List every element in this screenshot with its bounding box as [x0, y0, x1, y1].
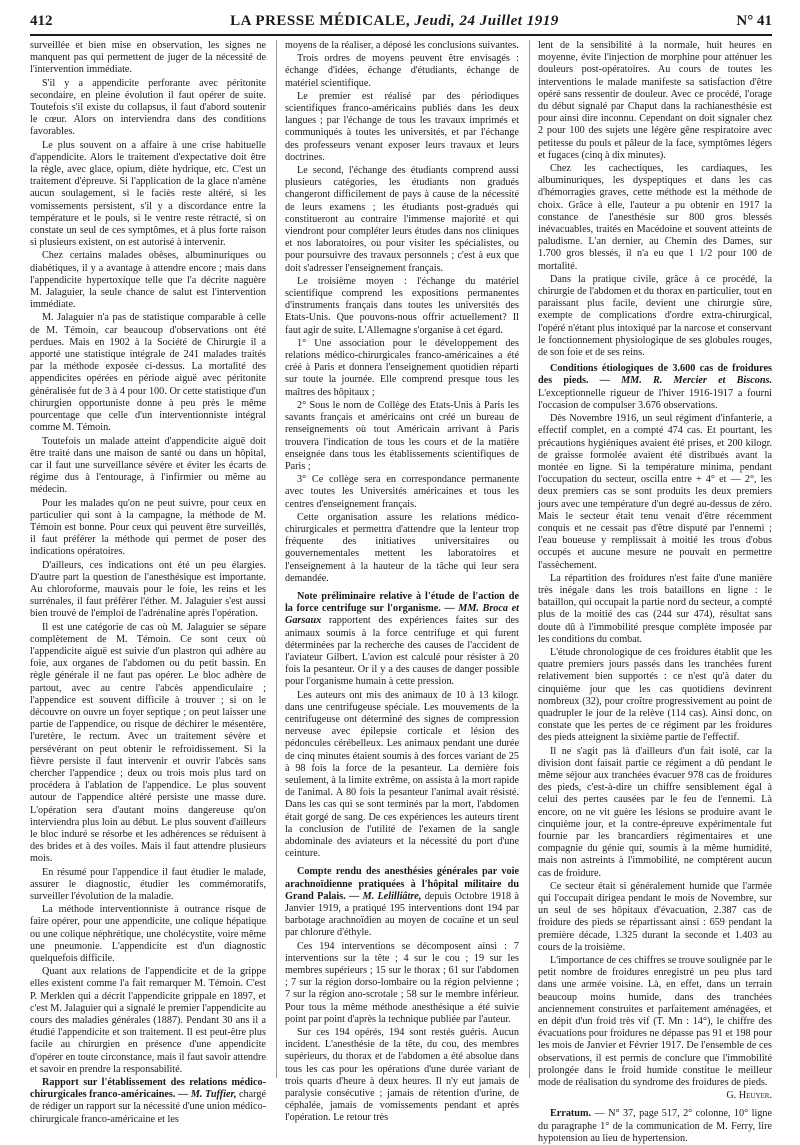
- section-title: Conditions étiologiques de 3.600 cas de froidures des pieds.: [537, 363, 772, 387]
- paragraph: Les auteurs ont mis des animaux de 10 à 13 kilogr. dans une centrifugeuse spéciale. Les mouvements de la centrifugeuse ont déterminé des signes de compression nerveuse avec épilepsie corticale et lésion des pédoncules cérébelleux. Les animaux pendant une durée de cinq minutes étaient soumis à des forces variant de 25 à 98 fois la force de la pesanteur. La dernière fois seulement, à la limite extrême, on assista à la mort rapide de l'animal. A 80 fois la pesanteur l'animal avait résisté. Dans les cas qui se sont terminés par la mort, l'abdomen était gorgé de sang. De ces expériences les auteurs tirent la conclusion de l'utilité de l'examen de la sangle abdominale des aviateurs et la nécessité du port d'une ceinture.: [284, 689, 519, 860]
- erratum-label: Erratum.: [549, 1108, 592, 1120]
- paragraph: L'importance de ces chiffres se trouve soulignée par le petit nombre de froidures enregistré un peu plus tard dans une armée voisine. Là, en effet, dans un terrain beaucoup moins humide, dans des tranchées anciennement construites et parfaitement aménagées, et en dépit d'un froid très vif (T. Mn : 14°), le chiffre des évacuations pour froidures ne dépasse pas 91 et 198 pour les mois de Janvier et Février 1917. De l'ensemble de ces observations, il est permis de conclure que l'immobilité prolongée dans le froid humide constitue le meilleur mode de réalisation du syndrome des froidures de pieds.: [537, 955, 772, 1089]
- section-text: depuis Octobre 1918 à Janvier 1919, a pratiqué 195 interventions dont 194 par barbotage arachnoïdien au moyen de cocaïne et un seul par chlorure d'éthyle.: [284, 890, 519, 939]
- section-paragraph: [285, 866, 519, 939]
- paragraph: Cette organisation assure les relations médico-chirurgicales et permettra d'attendre que la lenteur trop fréquente des initiatives universitaires ou gouvernementales mettent les laboratoires et l'enseignement à la hauteur de la tâche qui leur sera demandée.: [284, 511, 519, 584]
- page-header: [30, 10, 772, 36]
- column-1: [30, 40, 266, 1125]
- paragraph: Dans la pratique civile, grâce à ce procédé, la chirurgie de l'abdomen et du thorax en particulier, tout en paraissant plus facile, devient une chirurgie sûre, exempte de complications d'ordre extra-chirurgical, l'opéré n'étant plus intoxiqué par la narcose et conservant le fonctionnement physiologique de ses globules rouges, de son foie et de ses reins.: [537, 273, 772, 359]
- paragraph: Quant aux relations de l'appendicite et de la grippe elles existent comme l'a fait remarquer M. Témoin. C'est P. Merklen qui a décrit l'appendicite grippale en 1897, et c'est M. Jalaguier qui a signalé le premier l'appendicite au cours des maladies générales (1887). Pendant 30 ans il a étudié l'appendicite et son traitement. Il est peut-être plus facile au chirurgien en présence d'une appendicite d'opérer en toute circonstance, mais il faut savoir attendre et savoir en prendre la responsabilité.: [30, 966, 266, 1075]
- paragraph: Dès Novembre 1916, un seul régiment d'infanterie, a effectif complet, en a compté 474 cas. Et pourtant, les précautions hygiéniques avaient été prises, et 200 kilogr. de graisse formolée avaient été distribués avant la montée en ligne. Si la température minima, pendant l'occupation du secteur, oscilla entre + 4° et — 2°, les deux premiers cas se sont produits les deux premiers jours avec une température d'un degré au-dessus de zéro. Mais le secteur était tenu venait d'être récemment conquis et ne cessait pas d'être disputé par l'ennemi ; l'eau boueuse y remplissait à moitié les trous d'obus occupés et aucune mesure ne pouvait en permettre l'assèchement.: [537, 413, 772, 571]
- section-author: — MM. Broca et Garsaux: [284, 603, 519, 627]
- section-paragraph: [538, 363, 772, 412]
- issue-number: N° 41: [736, 13, 772, 29]
- section-author: — MM. R. Mercier et Biscons.: [599, 375, 773, 387]
- section-text: rapportent des expériences faites sur des animaux soumis à la force centrifuge et qui furent déterminées par la recherche des causes de l'accident de l'aviateur Gilbert. L'avion est calculé pour résister à 20 fois la pesanteur. Or il y a des causes de danger possible pour l'organisme humain à cette pression.: [284, 615, 519, 688]
- journal-title: [230, 13, 559, 30]
- issue-date: Jeudi, 24 Juillet 1919: [414, 13, 559, 29]
- paragraph: Le plus souvent on a affaire à une crise habituelle d'appendicite. Alors le traitement d'expectative doit être la règle, avec glace, opium, diète hydrique, etc. C'est un traitement d'épreuve. Si l'application de la glace n'amène aucun soulagement, si le faciès reste altéré, si les vomissements persistent, s'il y a discordance entre la température et le pouls, si le ventre reste rétracté, si on constate un seul de ces symptômes, et à plus forte raison si plusieurs existent, on est autorisé à intervenir.: [30, 139, 266, 249]
- section-paragraph: [30, 1077, 266, 1126]
- paragraph: La répartition des froidures n'est faite d'une manière très inégale dans les trois bataillons en ligne : le bataillon, qui occupait la partie nord du secteur, a compté plus de la moitié des cas (244 sur 474), résultat sans doute dû à l'immobilité presque complète imposée par les conditions du combat.: [537, 572, 772, 645]
- paragraph: lent de la sensibilité à la normale, huit heures en moyenne, évite l'injection de morphine pour atténuer les douleurs post-opératoires. Au cours de toutes les interventions le malade manifeste sa satisfaction d'être opéré sans ressentir de douleur. Avec ce procédé, l'orage du début signalé par Chaput dans la rachianesthésie est pour ainsi dire inconnu. Cependant on doit signaler chez 2 pour 100 des sujets une légère gêne respiratoire avec petitesse du pouls et pâleur de la face, symptômes légers et fugaces (cinq à dix minutes).: [537, 40, 772, 161]
- paragraph: 3° Ce collège sera en correspondance permanente avec toutes les Universités américaines et tous les centres d'enseignement français.: [284, 474, 519, 510]
- paragraph: Pour les malades qu'on ne peut suivre, pour ceux en particulier qui sont à la campagne, la méthode de M. Témoin est bonne. Pour ceux qui peuvent être surveillés, il faut préférer la méthode qui permet de poser des indications opératoires.: [30, 497, 266, 558]
- paragraph: surveillée et bien mise en observation, les signes ne manquent pas qui permettent de juger de la nécessité de l'intervention immédiate.: [30, 40, 266, 76]
- paragraph: S'il y a appendicite perforante avec péritonite secondaire, en pleine évolution il faut opérer de suite. Toutefois s'il existe du collapsus, il faut d'abord soutenir le cœur. Alors on interviendra dans des conditions favorables.: [30, 77, 266, 138]
- article-columns: [30, 40, 773, 1144]
- paragraph: Le premier est réalisé par des périodiques scientifiques franco-américains publiés dans les deux langues ; par l'échange de tous les travaux imprimés et communiqués à toutes les universités, et par l'échange des professeurs venant exposer leurs travaux et leurs doctrines.: [284, 90, 519, 163]
- paragraph: Ces 194 interventions se décomposent ainsi : 7 interventions sur la tête ; 4 sur le cou ; 19 sur les membres supérieurs ; 15 sur le thorax ; 61 sur l'abdomen ; 7 sur la région dorso-lombaire ou la région pelvienne ; 7 sur la région ano-scrotale ; 58 sur le membre inférieur. Pour tous la même méthode anesthésique a été suivie point par point d'après la technique publiée par l'auteur.: [284, 940, 519, 1025]
- section-title: Rapport sur l'établissement des relations médico-chirurgicales franco-américaines.: [30, 1077, 266, 1101]
- paragraph: La méthode interventionniste à outrance risque de faire opérer, pour une appendicite, une colique hépatique ou une colique néphrétique, une cholécystite, voire même une pneumonie. L'appendicite est d'un diagnostic quelquefois difficile.: [30, 904, 266, 965]
- paragraph: Il ne s'agit pas là d'ailleurs d'un fait isolé, car la division dont faisait partie ce régiment a dû pendant le même séjour aux tranchées évacuer 978 cas de froidures des pieds, c'est-à-dire un chiffre sensiblement égal à celui des pertes causées par le feu de l'ennemi. Là encore, on ne vit guère les lésions se produire avant le cinquième jour, et la contre-épreuve expérimentale fut fournie par les brancardiers régimentaires et une compagnie du génie qui, soumis à la même humidité, mais non astreints à l'immobilité, ne comptèrent aucun cas de froidure.: [537, 745, 772, 879]
- section-author: — M. Tuffier,: [178, 1089, 237, 1101]
- paragraph: M. Jalaguier n'a pas de statistique comparable à celle de M. Témoin, car beaucoup d'observations ont été perdues. Mais en 1902 à la Société de Chirurgie il a apporté une statistique intégrale de 241 malades traités par la méthode exposée ci-dessus. La mortalité des appendicites opérées en période aiguë avec péritonite généralisée fut de 3 à 4 pour 100. Or cette statistique d'un chirurgien opportuniste donne à peu près le même pourcentage que celle d'un interventionniste intégral comme M. Témoin.: [30, 312, 266, 434]
- signature: G. Heuyer.: [726, 1090, 772, 1102]
- paragraph: Sur ces 194 opérés, 194 sont restés guéris. Aucun incident. L'anesthésie de la tête, du cou, des membres supérieurs, du thorax et de l'abdomen a été absolue dans tous les cas pour les opérations d'une durée variant de trois quarts d'heure à deux heures. Il n'y eut jamais de paralysie consécutive ; jamais de rétention d'urine, de céphalée, jamais de vomissements pendant et après l'opération. Le retour très: [284, 1027, 519, 1124]
- paragraph: 1° Une association pour le développement des relations médico-chirurgicales franco-américaines a été créé à Paris et donnera l'enseignement quotidien réparti sur toute la journée. Elle comprend presque tous les maîtres des hôpitaux ;: [284, 337, 519, 398]
- section-text: chargé de rédiger un rapport sur la nécessité d'une union médico-chirurgicale franco-américaine et les: [30, 1089, 266, 1125]
- paragraph: D'ailleurs, ces indications ont été un peu élargies. D'autre part la question de l'anesthésique est importante. Au chloroforme, mauvais pour le foie, les reins et les surrénales, il faut préférer l'éther. M. Jalaguier s'est aussi bien trouvé de l'emploi de l'adrénaline après l'opération.: [30, 559, 266, 620]
- paragraph: Chez les cachectiques, les cardiaques, les albuminuriques, les dyspeptiques et dans les cas d'hémorragies graves, cette méthode est la méthode de choix. Grâce à elle, l'auteur a pu obtenir en 1917 la constance de l'anesthésie sur 800 gros blessés inévacuables, traités en Macédoine et souvent atteints de paludisme. L'an dernier, au Chemin des Dames, sur 1.700 gros blessés, il n'a eu que 1 1/2 pour 100 de mortalité.: [537, 163, 772, 272]
- section-text: L'exceptionnelle rigueur de l'hiver 1916-1917 a fourni l'occasion de compulser 3.676 observations.: [537, 387, 772, 411]
- section-paragraph: [285, 591, 519, 689]
- section-author: — M. Lelilliâtre,: [349, 890, 422, 902]
- journal-name: LA PRESSE MÉDICALE,: [230, 13, 411, 29]
- erratum: [538, 1108, 772, 1145]
- paragraph: Trois ordres de moyens peuvent être envisagés : échange d'idées, échange d'étudiants, échange de matériel scientifique.: [284, 53, 519, 89]
- paragraph: Chez certains malades obèses, albuminuriques ou diabétiques, il y a avantage à attendre encore ; mais dans l'appendicite hypertoxique telle que l'a décrite naguère M. Jalaguier, la seule chance de salut est l'intervention immédiate.: [30, 250, 266, 311]
- paragraph: Il est une catégorie de cas où M. Jalaguier se sépare complètement de M. Témoin. Ce sont ceux où l'appendicite aiguë est suivie d'un plastron qui adhère au foie, aux organes de l'abdomen ou du petit bassin. En règle générale il ne faut pas opérer. Le bloc adhère de partout, avec au centre l'abcès appendiculaire ; l'appendice est souvent difficile à trouver ; si on le découvre on ouvre un foyer septique ; on peut laisser une partie de l'appendice, ou risque de déchirer le mésentère, l'uretère, le rectum. Avec un traitement sévère et persévérant on peut obtenir le refroidissement. Si la fièvre persiste il faut intervenir et ouvrir l'abcès sans chercher l'appendice ; deux ou trois mois plus tard on procédera à l'ablation de l'appendice. Le plus souvent autour de l'appendice altéré persiste une masse dure. L'opération sera d'autant moins dangereuse qu'on interviendra plus loin au début. Le plus souvent d'ailleurs le bloc induré se résorbe et les adhérences se réduisent à des brides et à des voiles. Mais il faut attendre plusieurs mois.: [30, 621, 266, 865]
- paragraph: L'étude chronologique de ces froidures établit que les quatre premiers jours passés dans les tranchées furent relativement bien supportés : ce n'est qu'à dater du cinquième jour que les cas quotidiens devinrent nombreux (32), pour croître progressivement au point de quadrupler le jour de la relève (114 cas). Ainsi donc, on constate que les pertes de ce régiment par les froidures des pieds atteignent la sixième partie de l'effectif.: [537, 646, 772, 744]
- column-3: [529, 40, 773, 1144]
- erratum-text: — N° 37, page 517, 2° colonne, 10° ligne du paragraphe 1° de la communication de M. Ferry, lire hypotension au lieu de hypertension.: [537, 1108, 772, 1144]
- paragraph: 2° Sous le nom de Collège des Etats-Unis à Paris les savants français et américains ont créé un bureau de renseignements où tout Américain arrivant à Paris trouvera l'indication de tous les cours et de la matière enseignée dans tous les établissements scientifiques de Paris ;: [284, 399, 519, 472]
- column-2: [276, 40, 519, 1124]
- page-number: 412: [30, 13, 53, 29]
- paragraph: Le second, l'échange des étudiants comprend aussi plusieurs catégories, les étudiants non gradués changeront difficilement de pays à cause de la nécessité de leurs examens ; les étudiants post-gradués qui constitueront au contraire l'immense majorité et qui viendront pour compléter leurs études dans nos cliniques et nos laboratoires, ou pour visiter les spécialistes, ou pour poursuivre des travaux personnels ; c'est à eux que doit s'adresser l'enseignement français.: [284, 165, 519, 274]
- section-title: Note préliminaire relative à l'étude de l'action de la force centrifuge sur l'organisme.: [284, 590, 519, 615]
- paragraph: moyens de la réaliser, a déposé les conclusions suivantes.: [284, 40, 519, 51]
- paragraph: Le troisième moyen : l'échange du matériel scientifique comprend les expositions permanentes d'instruments français dans toutes les universités des Etats-Unis. Que pouvons-nous offrir actuellement? Il faut agir de suite. L'Allemagne s'organise à cet égard.: [284, 275, 519, 336]
- section-title: Compte rendu des anesthésies générales par voie arachnoïdienne pratiquées à l'hôpital militaire du Grand Palais.: [284, 866, 519, 902]
- paragraph: Ce secteur était si généralement humide que l'armée qui l'occupait dirigea pendant le mois de Novembre, sur un seul de ses hôpitaux d'évacuation, 2.387 cas de froidure des pieds se répartissant ainsi : 659 pendant la première décade, 1.325 durant la seconde et 1.403 au cours de la troisième.: [537, 880, 772, 953]
- paragraph: En résumé pour l'appendice il faut étudier le malade, assurer le diagnostic, étudier les commémoratifs, surveiller l'évolution de la maladie.: [30, 866, 266, 903]
- paragraph: Toutefois un malade atteint d'appendicite aiguë doit être traité dans une maison de santé ou dans un hôpital, car il faut une surveillance sévère et éviter les écarts de régime dus à l'entourage, à l'infirmier ou même au médecin.: [30, 435, 266, 496]
